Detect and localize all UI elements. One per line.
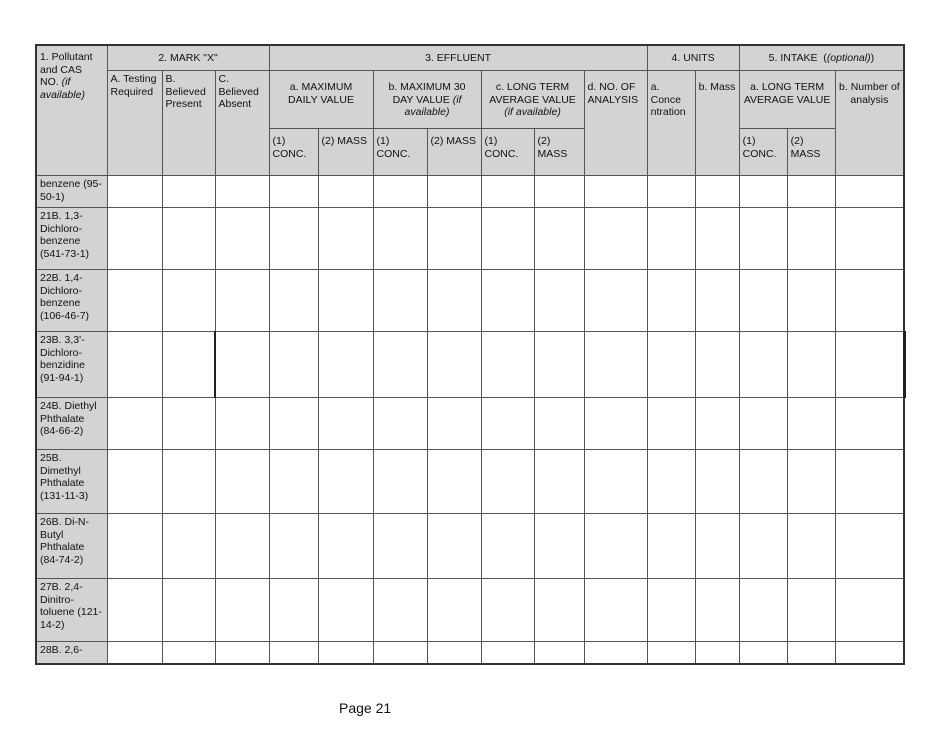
pollutant-name: 26B. Di-N-Butyl Phthalate (84-74-2) <box>36 514 107 579</box>
entry-cell[interactable] <box>107 270 162 332</box>
entry-cell[interactable] <box>269 514 318 579</box>
entry-cell[interactable] <box>647 208 695 270</box>
header-eff-c-label: c. LONG TERM AVERAGE VALUE <box>489 81 576 106</box>
pollutant-name: 27B. 2,4-Dinitro-toluene (121-14-2) <box>36 579 107 642</box>
table-row <box>36 398 904 450</box>
entry-cell[interactable] <box>318 642 373 664</box>
pollutant-name: 24B. Diethyl Phthalate (84-66-2) <box>36 398 107 450</box>
entry-cell[interactable] <box>787 514 835 579</box>
entry-cell[interactable] <box>269 270 318 332</box>
header-eff-b <box>373 71 481 129</box>
entry-cell[interactable] <box>318 176 373 208</box>
header-mark-c: C. Believed Absent <box>215 71 269 176</box>
entry-cell[interactable] <box>269 450 318 514</box>
header-intake-a: a. LONG TERM AVERAGE VALUE <box>739 71 835 129</box>
header-mark-a: A. Testing Required <box>107 71 162 176</box>
table-row <box>36 270 904 332</box>
entry-cell[interactable] <box>647 642 695 664</box>
entry-cell[interactable] <box>787 270 835 332</box>
entry-cell[interactable] <box>534 176 584 208</box>
entry-cell[interactable] <box>269 579 318 642</box>
entry-cell[interactable] <box>162 332 215 398</box>
entry-cell[interactable] <box>739 450 787 514</box>
entry-cell[interactable] <box>695 642 739 664</box>
entry-cell[interactable] <box>647 270 695 332</box>
entry-cell[interactable] <box>647 514 695 579</box>
entry-cell[interactable] <box>481 208 534 270</box>
effluent-form-table <box>35 44 906 665</box>
header-eff-c-note: (if available) <box>504 106 561 118</box>
entry-cell[interactable] <box>318 270 373 332</box>
table-row <box>36 332 904 398</box>
entry-cell[interactable] <box>373 176 427 208</box>
entry-cell[interactable] <box>835 642 904 664</box>
entry-cell[interactable] <box>584 398 647 450</box>
entry-cell[interactable] <box>647 176 695 208</box>
entry-cell[interactable] <box>481 332 534 398</box>
entry-cell[interactable] <box>481 398 534 450</box>
entry-cell[interactable] <box>695 208 739 270</box>
entry-cell[interactable] <box>481 579 534 642</box>
entry-cell[interactable] <box>534 332 584 398</box>
entry-cell[interactable] <box>534 208 584 270</box>
entry-cell[interactable] <box>695 514 739 579</box>
entry-cell[interactable] <box>835 208 904 270</box>
entry-cell[interactable] <box>318 579 373 642</box>
entry-cell[interactable] <box>427 579 481 642</box>
pollutant-name: benzene (95-50-1) <box>36 176 107 208</box>
entry-cell[interactable] <box>835 398 904 450</box>
entry-cell[interactable] <box>787 579 835 642</box>
table-row <box>36 450 904 514</box>
header-eff-b-note: (if available) <box>404 93 462 118</box>
pollutant-name: 23B. 3,3'-Dichloro-benzidine (91-94-1) <box>36 332 107 398</box>
entry-cell[interactable] <box>534 450 584 514</box>
entry-cell[interactable] <box>787 208 835 270</box>
entry-cell[interactable] <box>162 450 215 514</box>
entry-cell[interactable] <box>107 642 162 664</box>
entry-cell[interactable] <box>373 450 427 514</box>
entry-cell[interactable] <box>215 208 269 270</box>
table-row <box>36 514 904 579</box>
entry-cell[interactable] <box>318 450 373 514</box>
header-mark: 2. MARK "X" <box>107 45 269 71</box>
header-eff-d: d. NO. OF ANALYSIS <box>584 71 647 176</box>
entry-cell[interactable] <box>427 332 481 398</box>
entry-cell[interactable] <box>107 398 162 450</box>
entry-cell[interactable] <box>584 270 647 332</box>
pollutant-name: 25B. Dimethyl Phthalate (131-11-3) <box>36 450 107 514</box>
entry-cell[interactable] <box>787 642 835 664</box>
entry-cell[interactable] <box>584 208 647 270</box>
entry-cell[interactable] <box>787 450 835 514</box>
entry-cell[interactable] <box>481 450 534 514</box>
header-pollutant-note: (if available) <box>40 76 85 101</box>
entry-cell[interactable] <box>695 450 739 514</box>
table-row <box>36 176 904 208</box>
header-eff-b-label: b. MAXIMUM 30 DAY VALUE <box>388 81 466 106</box>
header-intake-mass: (2) MASS <box>787 129 835 176</box>
entry-cell[interactable] <box>835 332 904 398</box>
entry-cell[interactable] <box>481 176 534 208</box>
entry-cell[interactable] <box>318 208 373 270</box>
entry-cell[interactable] <box>787 176 835 208</box>
entry-cell[interactable] <box>107 208 162 270</box>
pollutant-name: 21B. 1,3-Dichloro-benzene (541-73-1) <box>36 208 107 270</box>
entry-cell[interactable] <box>584 642 647 664</box>
header-units: 4. UNITS <box>647 45 739 71</box>
entry-cell[interactable] <box>695 579 739 642</box>
header-pollutant-label: 1. Pollutant and CAS NO. <box>40 51 93 88</box>
entry-cell[interactable] <box>107 579 162 642</box>
header-effluent: 3. EFFLUENT <box>269 45 647 71</box>
entry-cell[interactable] <box>162 208 215 270</box>
entry-cell[interactable] <box>695 176 739 208</box>
entry-cell[interactable] <box>835 514 904 579</box>
entry-cell[interactable] <box>584 450 647 514</box>
entry-cell[interactable] <box>739 270 787 332</box>
entry-cell[interactable] <box>373 208 427 270</box>
entry-cell[interactable] <box>269 176 318 208</box>
entry-cell[interactable] <box>318 332 373 398</box>
entry-cell[interactable] <box>584 514 647 579</box>
entry-cell[interactable] <box>481 642 534 664</box>
entry-cell[interactable] <box>835 270 904 332</box>
entry-cell[interactable] <box>739 398 787 450</box>
entry-cell[interactable] <box>481 514 534 579</box>
entry-cell[interactable] <box>269 398 318 450</box>
entry-cell[interactable] <box>481 270 534 332</box>
entry-cell[interactable] <box>695 332 739 398</box>
entry-cell[interactable] <box>739 176 787 208</box>
entry-cell[interactable] <box>162 398 215 450</box>
header-units-a: a. Conce ntration <box>647 71 695 176</box>
pollutant-name: 22B. 1,4-Dichloro-benzene (106-46-7) <box>36 270 107 332</box>
header-eff-c-conc: (1) CONC. <box>481 129 534 176</box>
header-units-b: b. Mass <box>695 71 739 176</box>
entry-cell[interactable] <box>534 398 584 450</box>
entry-cell[interactable] <box>427 208 481 270</box>
entry-cell[interactable] <box>534 579 584 642</box>
table-row <box>36 579 904 642</box>
entry-cell[interactable] <box>373 398 427 450</box>
entry-cell[interactable] <box>162 514 215 579</box>
entry-cell[interactable] <box>373 579 427 642</box>
entry-cell[interactable] <box>427 450 481 514</box>
entry-cell[interactable] <box>835 579 904 642</box>
pollutant-name: 28B. 2,6- <box>36 642 107 664</box>
header-pollutant <box>36 45 107 176</box>
table-row <box>36 642 904 664</box>
entry-cell[interactable] <box>647 450 695 514</box>
header-mark-b: B. Believed Present <box>162 71 215 176</box>
header-intake: 5. INTAKE ((optional)) <box>739 45 904 71</box>
entry-cell[interactable] <box>269 332 318 398</box>
header-eff-c-mass: (2) MASS <box>534 129 584 176</box>
entry-cell[interactable] <box>269 642 318 664</box>
entry-cell[interactable] <box>427 642 481 664</box>
entry-cell[interactable] <box>534 270 584 332</box>
header-eff-b-mass: (2) MASS <box>427 129 481 176</box>
page-number: Page 21 <box>339 700 392 716</box>
header-eff-a-conc: (1) CONC. <box>269 129 318 176</box>
entry-cell[interactable] <box>373 514 427 579</box>
header-eff-b-conc: (1) CONC. <box>373 129 427 176</box>
entry-cell[interactable] <box>739 208 787 270</box>
entry-cell[interactable] <box>107 176 162 208</box>
entry-cell[interactable] <box>107 332 162 398</box>
header-eff-c <box>481 71 584 129</box>
entry-cell[interactable] <box>695 270 739 332</box>
entry-cell[interactable] <box>647 398 695 450</box>
entry-cell[interactable] <box>584 579 647 642</box>
header-eff-a: a. MAXIMUM DAILY VALUE <box>269 71 373 129</box>
table-row <box>36 208 904 270</box>
entry-cell[interactable] <box>534 642 584 664</box>
entry-cell[interactable] <box>162 642 215 664</box>
entry-cell[interactable] <box>739 332 787 398</box>
entry-cell[interactable] <box>215 579 269 642</box>
entry-cell[interactable] <box>162 579 215 642</box>
header-intake-conc: (1) CONC. <box>739 129 787 176</box>
entry-cell[interactable] <box>584 176 647 208</box>
entry-cell[interactable] <box>835 176 904 208</box>
entry-cell[interactable] <box>739 579 787 642</box>
entry-cell[interactable] <box>215 642 269 664</box>
entry-cell[interactable] <box>107 450 162 514</box>
entry-cell[interactable] <box>215 270 269 332</box>
entry-cell[interactable] <box>373 332 427 398</box>
entry-cell[interactable] <box>215 450 269 514</box>
entry-cell[interactable] <box>269 208 318 270</box>
entry-cell[interactable] <box>215 398 269 450</box>
entry-cell[interactable] <box>215 332 269 398</box>
entry-cell[interactable] <box>695 398 739 450</box>
entry-cell[interactable] <box>318 514 373 579</box>
entry-cell[interactable] <box>584 332 647 398</box>
entry-cell[interactable] <box>427 514 481 579</box>
entry-cell[interactable] <box>373 642 427 664</box>
entry-cell[interactable] <box>835 450 904 514</box>
entry-cell[interactable] <box>162 176 215 208</box>
entry-cell[interactable] <box>787 398 835 450</box>
entry-cell[interactable] <box>215 176 269 208</box>
header-intake-b: b. Number of analysis <box>835 71 904 176</box>
entry-cell[interactable] <box>787 332 835 398</box>
header-intake-label: 5. INTAKE <box>768 51 818 64</box>
entry-cell[interactable] <box>107 514 162 579</box>
entry-cell[interactable] <box>427 270 481 332</box>
entry-cell[interactable] <box>215 514 269 579</box>
header-eff-a-mass: (2) MASS <box>318 129 373 176</box>
entry-cell[interactable] <box>373 270 427 332</box>
entry-cell[interactable] <box>162 270 215 332</box>
entry-cell[interactable] <box>427 176 481 208</box>
entry-cell[interactable] <box>534 514 584 579</box>
entry-cell[interactable] <box>739 642 787 664</box>
entry-cell[interactable] <box>647 332 695 398</box>
entry-cell[interactable] <box>318 398 373 450</box>
entry-cell[interactable] <box>647 579 695 642</box>
header-intake-note: (optional) <box>826 51 871 64</box>
entry-cell[interactable] <box>427 398 481 450</box>
entry-cell[interactable] <box>739 514 787 579</box>
